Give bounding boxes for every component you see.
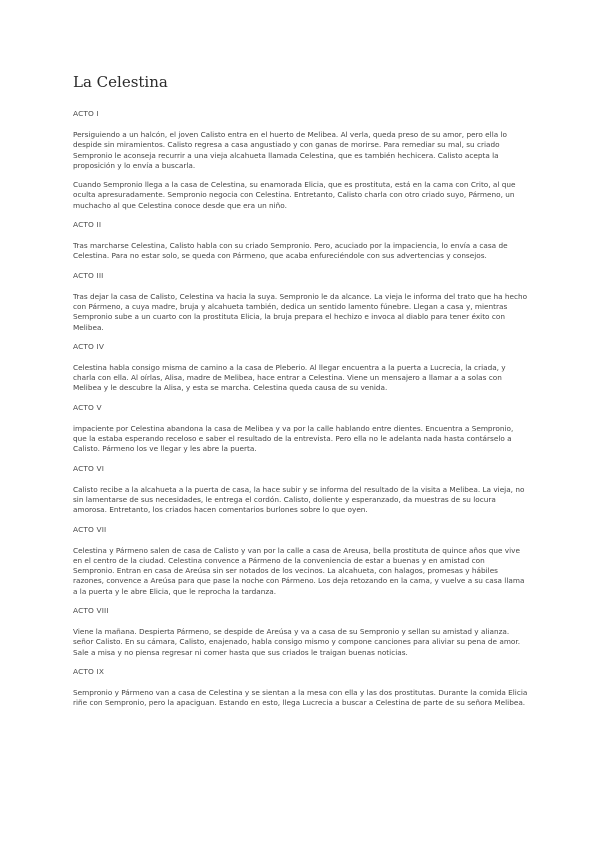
- section-acto-5: [73, 403, 528, 455]
- section-acto-4: [73, 342, 528, 394]
- paragraph: impaciente por Celestina abandona la casa de Melibea y va por la calle hablando entre dientes. Encuentra a Sempronio, que la estaba esperando receloso e saber el resultado de la entrevista. Pero ella no le adelanta nada hasta contárselo a Calisto. Pármeno los ve llegar y les abre la puerta.: [73, 423, 514, 454]
- section-acto-3: [73, 271, 528, 333]
- section-heading: ACTO II: [73, 220, 102, 230]
- section-heading: ACTO III: [73, 270, 104, 280]
- paragraph: Cuando Sempronio llega a la casa de Celestina, su enamorada Elicia, que es prostituta, está en la cama con Crito, al que oculta apresuradamente. Sempronio negocia con Celestina. Entretanto, Calisto charla con otro criado suyo, Pármeno, un muchacho al que Celestina conoce desde que era un niño.: [73, 180, 516, 210]
- document-page: [73, 72, 528, 718]
- paragraph: Tras dejar la casa de Calisto, Celestina va hacia la suya. Sempronio le da alcance. La vieja le informa del trato que ha hecho con Pármeno, a cuya madre, bruja y alcahueta también, dedica un sentido lamento fúnebre. Llegan a casa y, mientras Sempronio sube a un cuarto con la prostituta Elicia, la bruja prepara el hechizo e invoca al diablo para tener éxito con Melibea.: [73, 291, 528, 332]
- section-heading: ACTO VII: [73, 524, 107, 534]
- section-acto-7: [73, 525, 528, 597]
- paragraph: Celestina y Pármeno salen de casa de Calisto y van por la calle a casa de Areusa, bella prostituta de quince años que vive en el centro de la ciudad. Celestina convence a Pármeno de la conveniencia de estar a buenas y en amistad con Sempronio. Entran en casa de Areúsa sin ser notados de los vecinos. La alcahueta, con halagos, promesas y hábiles razones, convence a Areúsa para que pase la noche con Pármeno. Los deja retozando en la cama, y vuelve a su casa llama a la puerta y le abre Elicia, que le reprocha la tardanza.: [73, 545, 525, 596]
- section-acto-9: [73, 667, 528, 709]
- paragraph: Viene la mañana. Despierta Pármeno, se despide de Areúsa y va a casa de su Sempronio y sellan su amistad y alianza. señor Calisto. En su cámara, Calisto, enajenado, habla consigo mismo y compone canciones para aliviar su pena de amor. Sale a misa y no piensa regresar ni comer hasta que sus criados le traigan buenas noticias.: [73, 627, 521, 657]
- paragraph: Tras marcharse Celestina, Calisto habla con su criado Sempronio. Pero, acuciado por la impaciencia, lo envía a casa de Celestina. Para no estar solo, se queda con Pármeno, que acaba enfureciéndole con sus advertencias y consejos.: [73, 241, 508, 261]
- document-title: La Celestina: [73, 73, 168, 91]
- section-acto-6: [73, 464, 528, 516]
- section-heading: ACTO IV: [73, 341, 105, 351]
- section-acto-8: [73, 606, 528, 658]
- section-acto-1: [73, 109, 528, 211]
- paragraph: Persiguiendo a un halcón, el joven Calisto entra en el huerto de Melibea. Al verla, queda preso de su amor, pero ella lo despide sin miramientos. Calisto regresa a casa angustiado y con ganas de morirse. Para remediar su mal, su criado Sempronio le aconseja recurrir a una vieja alcahueta llamada Celestina, que es también hechicera. Calisto acepta la proposición y lo envía a buscarla.: [73, 130, 508, 170]
- section-heading: ACTO VIII: [73, 606, 109, 616]
- paragraph: Calisto recibe a la alcahueta a la puerta de casa, la hace subir y se informa del resultado de la visita a Melibea. La vieja, no sin lamentarse de sus necesidades, le entrega el cordón. Calisto, doliente y esperanzado, da muestras de su locura amorosa. Entretanto, los criados hacen comentarios burlones sobre lo que oyen.: [73, 484, 525, 515]
- section-heading: ACTO IX: [73, 666, 105, 676]
- paragraph: Sempronio y Pármeno van a casa de Celestina y se sientan a la mesa con ella y las dos prostitutas. Durante la comida Elicia riñe con Sempronio, pero la apaciguan. Estando en esto, llega Lucrecia a buscar a Celestina de parte de su señora Melibea.: [73, 687, 528, 708]
- paragraph: Celestina habla consigo misma de camino a la casa de Pleberio. Al llegar encuentra a la puerta a Lucrecia, la criada, y charla con ella. Al oírlas, Alisa, madre de Melibea, hace entrar a Celestina. Viene un mensajero a llamar a a solas con Melibea y le descubre la Alisa, y esta se marcha. Celestina queda causa de su venida.: [73, 362, 506, 393]
- section-heading: ACTO I: [73, 109, 99, 118]
- section-acto-2: [73, 220, 528, 262]
- section-heading: ACTO V: [73, 402, 102, 412]
- section-heading: ACTO VI: [73, 463, 105, 473]
